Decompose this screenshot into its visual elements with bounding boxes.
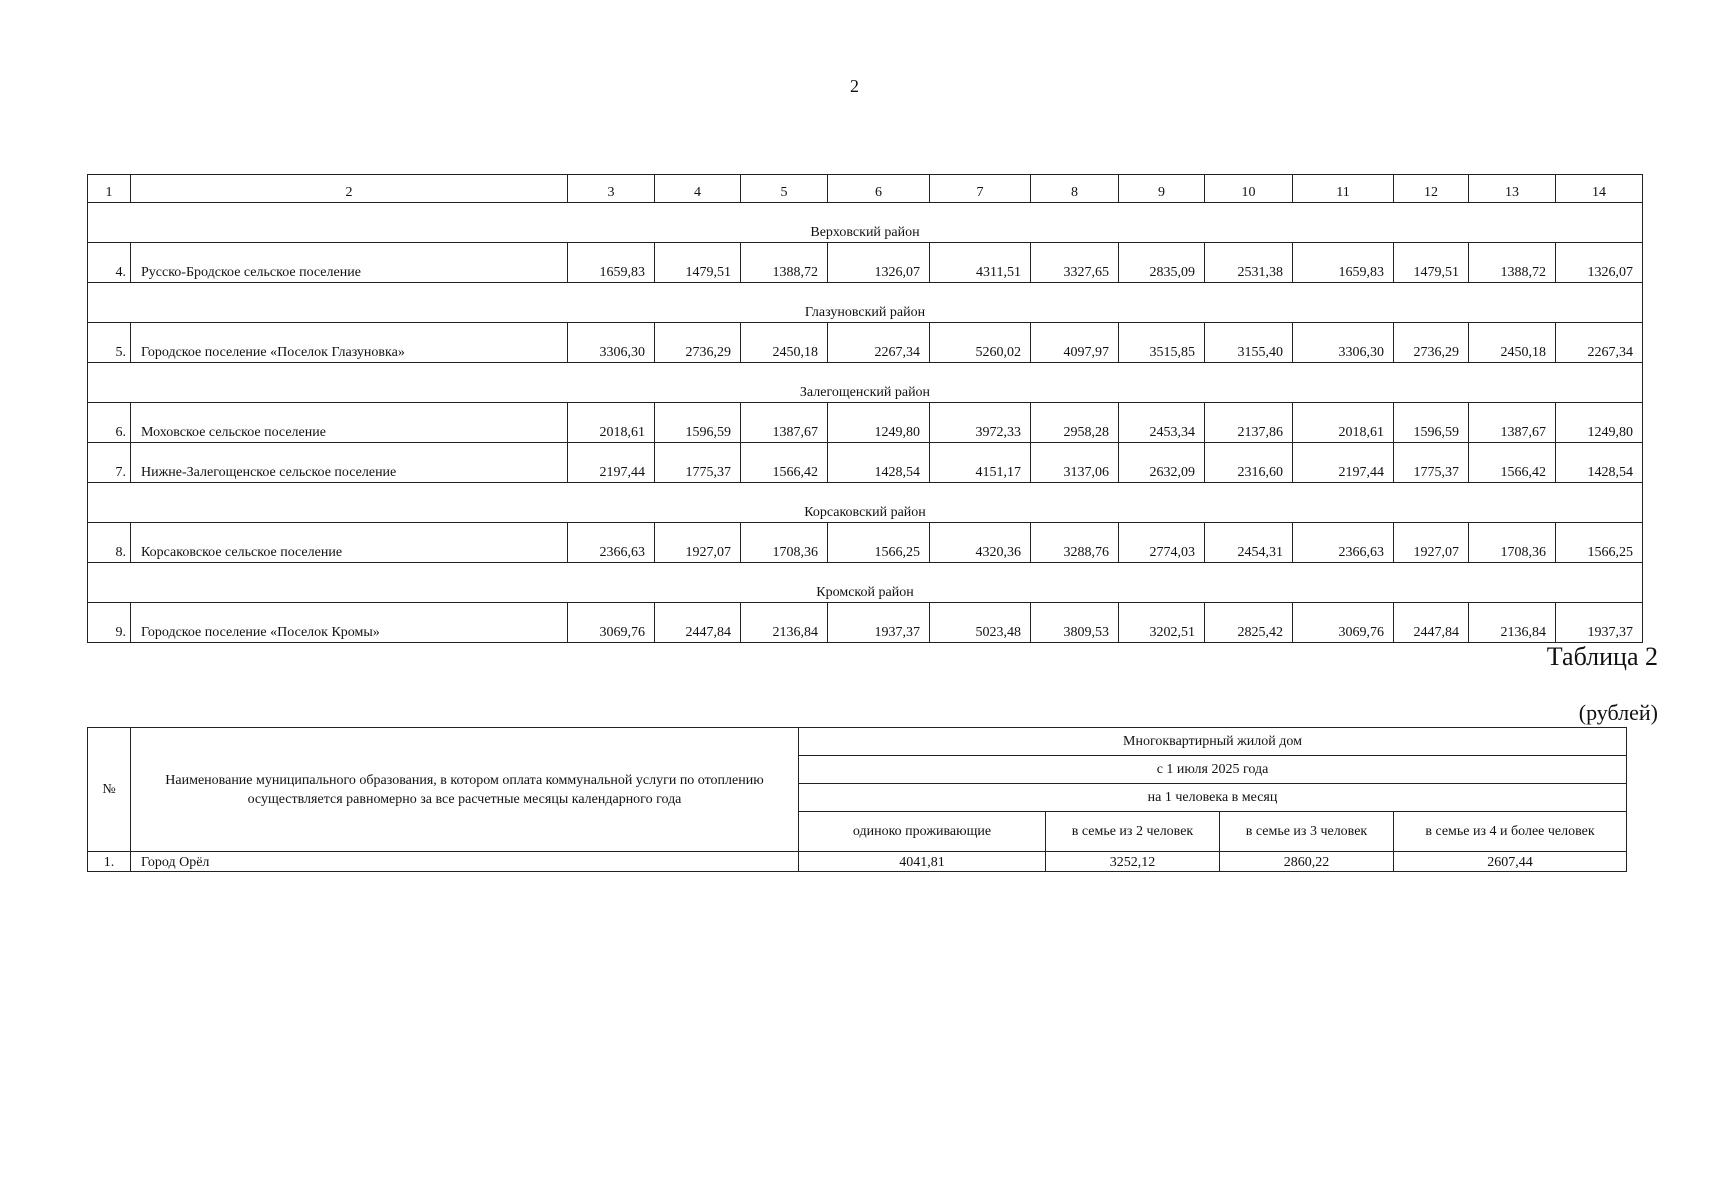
value-cell: 1566,42 bbox=[741, 443, 828, 483]
value-cell: 3288,76 bbox=[1031, 523, 1119, 563]
value-cell: 2736,29 bbox=[655, 323, 741, 363]
value-cell: 2197,44 bbox=[1293, 443, 1394, 483]
value-cell: 4151,17 bbox=[930, 443, 1031, 483]
value-cell: 2366,63 bbox=[1293, 523, 1394, 563]
value-cell: 1387,67 bbox=[741, 403, 828, 443]
value-cell: 1596,59 bbox=[1394, 403, 1469, 443]
value-cell: 1479,51 bbox=[655, 243, 741, 283]
table-row bbox=[88, 323, 1643, 363]
value-cell: 2018,61 bbox=[568, 403, 655, 443]
value-cell: 2736,29 bbox=[1394, 323, 1469, 363]
value-cell: 1249,80 bbox=[1556, 403, 1643, 443]
table-row bbox=[88, 443, 1643, 483]
value-cell: 2137,86 bbox=[1205, 403, 1293, 443]
municipality-name: Город Орёл bbox=[131, 852, 799, 872]
value-cell: 2018,61 bbox=[1293, 403, 1394, 443]
district-row bbox=[88, 483, 1643, 523]
period-header: с 1 июля 2025 года bbox=[799, 756, 1627, 784]
value-cell: 3252,12 bbox=[1046, 852, 1220, 872]
column-number-header: 2 bbox=[131, 175, 568, 203]
value-cell: 1659,83 bbox=[568, 243, 655, 283]
row-number: 6. bbox=[88, 403, 131, 443]
table-row bbox=[88, 852, 1627, 872]
column-number-header: 6 bbox=[828, 175, 930, 203]
column-header: в семье из 2 человек bbox=[1046, 812, 1220, 852]
value-cell: 1566,42 bbox=[1469, 443, 1556, 483]
value-cell: 1596,59 bbox=[655, 403, 741, 443]
value-cell: 1927,07 bbox=[1394, 523, 1469, 563]
value-cell: 1937,37 bbox=[1556, 603, 1643, 643]
value-cell: 5023,48 bbox=[930, 603, 1031, 643]
column-number-header: 12 bbox=[1394, 175, 1469, 203]
value-cell: 1566,25 bbox=[1556, 523, 1643, 563]
value-cell: 2454,31 bbox=[1205, 523, 1293, 563]
column-number-header: 8 bbox=[1031, 175, 1119, 203]
value-cell: 3972,33 bbox=[930, 403, 1031, 443]
value-cell: 1326,07 bbox=[1556, 243, 1643, 283]
value-cell: 4097,97 bbox=[1031, 323, 1119, 363]
value-cell: 1428,54 bbox=[1556, 443, 1643, 483]
value-cell: 1659,83 bbox=[1293, 243, 1394, 283]
value-cell: 2447,84 bbox=[655, 603, 741, 643]
table-row bbox=[88, 603, 1643, 643]
column-number-header: 10 bbox=[1205, 175, 1293, 203]
value-cell: 1566,25 bbox=[828, 523, 930, 563]
value-cell: 2447,84 bbox=[1394, 603, 1469, 643]
column-number-header: 14 bbox=[1556, 175, 1643, 203]
row-number: 7. bbox=[88, 443, 131, 483]
value-cell: 2197,44 bbox=[568, 443, 655, 483]
row-number: 1. bbox=[88, 852, 131, 872]
column-header: в семье из 3 человек bbox=[1220, 812, 1394, 852]
value-cell: 1937,37 bbox=[828, 603, 930, 643]
header-row bbox=[88, 175, 1643, 203]
district-name: Залегощенский район bbox=[88, 363, 1643, 403]
tariff-table-1 bbox=[87, 174, 1643, 643]
municipality-column-header: Наименование муниципального образования, в котором оплата коммунальной услуги по отоплению осуществляется равномерно за все расчетные месяцы календарного года bbox=[131, 728, 799, 852]
value-cell: 1249,80 bbox=[828, 403, 930, 443]
value-cell: 2267,34 bbox=[1556, 323, 1643, 363]
value-cell: 3202,51 bbox=[1119, 603, 1205, 643]
municipality-name: Городское поселение «Поселок Кромы» bbox=[131, 603, 568, 643]
value-cell: 2450,18 bbox=[1469, 323, 1556, 363]
table-row bbox=[88, 243, 1643, 283]
municipality-name: Нижне-Залегощенское сельское поселение bbox=[131, 443, 568, 483]
row-number: 9. bbox=[88, 603, 131, 643]
value-cell: 3306,30 bbox=[568, 323, 655, 363]
value-cell: 1708,36 bbox=[1469, 523, 1556, 563]
municipality-name: Русско-Бродское сельское поселение bbox=[131, 243, 568, 283]
value-cell: 2958,28 bbox=[1031, 403, 1119, 443]
value-cell: 3155,40 bbox=[1205, 323, 1293, 363]
value-cell: 2607,44 bbox=[1394, 852, 1627, 872]
value-cell: 1326,07 bbox=[828, 243, 930, 283]
value-cell: 3069,76 bbox=[568, 603, 655, 643]
table-2-caption: Таблица 2 bbox=[1546, 642, 1658, 671]
district-row bbox=[88, 363, 1643, 403]
column-number-header: 11 bbox=[1293, 175, 1394, 203]
district-name: Кромской район bbox=[88, 563, 1643, 603]
municipality-name: Моховское сельское поселение bbox=[131, 403, 568, 443]
row-number: 8. bbox=[88, 523, 131, 563]
row-number: 5. bbox=[88, 323, 131, 363]
value-cell: 1775,37 bbox=[655, 443, 741, 483]
column-header: одиноко проживающие bbox=[799, 812, 1046, 852]
table-2-units: (рублей) bbox=[1578, 700, 1658, 725]
value-cell: 2267,34 bbox=[828, 323, 930, 363]
building-type-header: Многоквартирный жилой дом bbox=[799, 728, 1627, 756]
value-cell: 5260,02 bbox=[930, 323, 1031, 363]
value-cell: 2825,42 bbox=[1205, 603, 1293, 643]
value-cell: 3515,85 bbox=[1119, 323, 1205, 363]
value-cell: 3809,53 bbox=[1031, 603, 1119, 643]
value-cell: 1775,37 bbox=[1394, 443, 1469, 483]
tariff-table-2 bbox=[87, 727, 1627, 872]
value-cell: 1388,72 bbox=[741, 243, 828, 283]
value-cell: 2774,03 bbox=[1119, 523, 1205, 563]
column-number-header: 5 bbox=[741, 175, 828, 203]
value-cell: 3306,30 bbox=[1293, 323, 1394, 363]
value-cell: 2316,60 bbox=[1205, 443, 1293, 483]
value-cell: 1708,36 bbox=[741, 523, 828, 563]
row-number: 4. bbox=[88, 243, 131, 283]
value-cell: 2453,34 bbox=[1119, 403, 1205, 443]
value-cell: 1387,67 bbox=[1469, 403, 1556, 443]
district-row bbox=[88, 283, 1643, 323]
column-number-header: 4 bbox=[655, 175, 741, 203]
number-column-header: № bbox=[88, 728, 131, 852]
value-cell: 1428,54 bbox=[828, 443, 930, 483]
value-cell: 3327,65 bbox=[1031, 243, 1119, 283]
column-number-header: 9 bbox=[1119, 175, 1205, 203]
value-cell: 2860,22 bbox=[1220, 852, 1394, 872]
value-cell: 2531,38 bbox=[1205, 243, 1293, 283]
district-row bbox=[88, 203, 1643, 243]
value-cell: 4041,81 bbox=[799, 852, 1046, 872]
page-number: 2 bbox=[850, 76, 859, 96]
district-name: Глазуновский район bbox=[88, 283, 1643, 323]
column-number-header: 13 bbox=[1469, 175, 1556, 203]
column-number-header: 7 bbox=[930, 175, 1031, 203]
district-name: Корсаковский район bbox=[88, 483, 1643, 523]
value-cell: 3137,06 bbox=[1031, 443, 1119, 483]
value-cell: 4311,51 bbox=[930, 243, 1031, 283]
value-cell: 3069,76 bbox=[1293, 603, 1394, 643]
value-cell: 1479,51 bbox=[1394, 243, 1469, 283]
district-name: Верховский район bbox=[88, 203, 1643, 243]
table-row bbox=[88, 403, 1643, 443]
column-header: в семье из 4 и более человек bbox=[1394, 812, 1627, 852]
value-cell: 2835,09 bbox=[1119, 243, 1205, 283]
column-number-header: 1 bbox=[88, 175, 131, 203]
value-cell: 2632,09 bbox=[1119, 443, 1205, 483]
value-cell: 2450,18 bbox=[741, 323, 828, 363]
value-cell: 4320,36 bbox=[930, 523, 1031, 563]
value-cell: 1927,07 bbox=[655, 523, 741, 563]
value-cell: 1388,72 bbox=[1469, 243, 1556, 283]
municipality-name: Городское поселение «Поселок Глазуновка» bbox=[131, 323, 568, 363]
table-row bbox=[88, 523, 1643, 563]
district-row bbox=[88, 563, 1643, 603]
per-person-header: на 1 человека в месяц bbox=[799, 784, 1627, 812]
municipality-name: Корсаковское сельское поселение bbox=[131, 523, 568, 563]
value-cell: 2136,84 bbox=[1469, 603, 1556, 643]
value-cell: 2136,84 bbox=[741, 603, 828, 643]
value-cell: 2366,63 bbox=[568, 523, 655, 563]
column-number-header: 3 bbox=[568, 175, 655, 203]
